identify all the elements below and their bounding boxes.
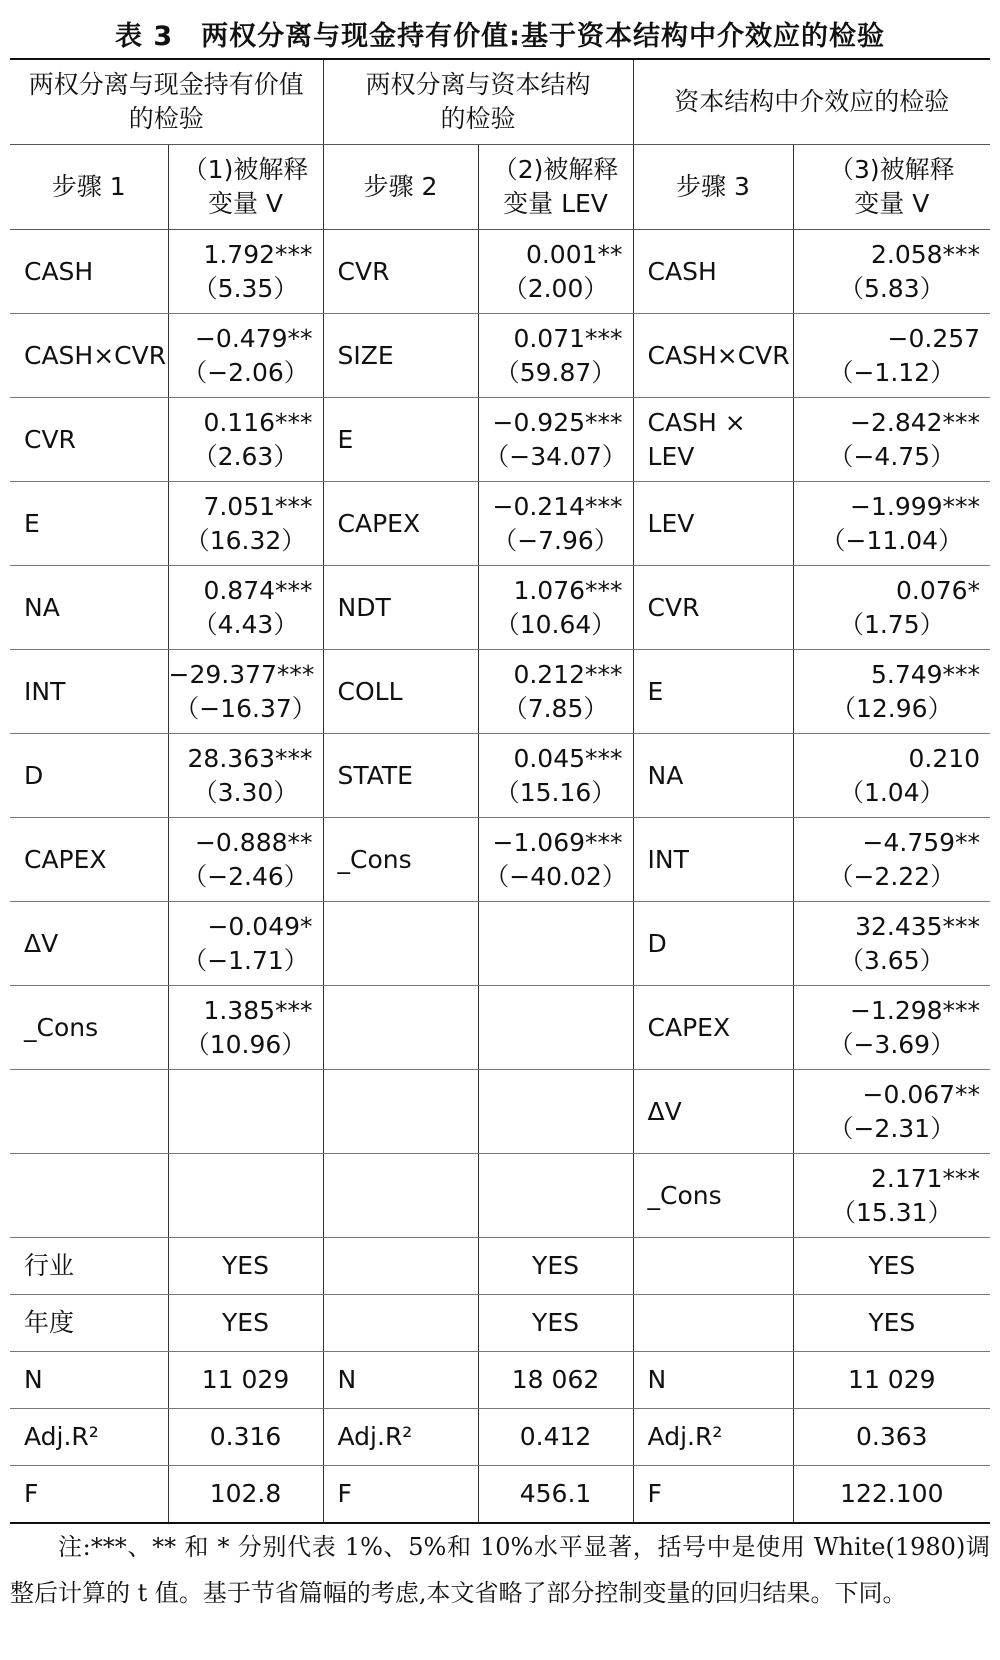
coefficient: 0.076* (895, 575, 981, 605)
summary-value: 456.1 (478, 1466, 633, 1524)
coefficient-cell (478, 902, 633, 986)
variable-label: CASH (633, 230, 793, 314)
coefficient: 0.116*** (203, 407, 313, 437)
variable-label: CAPEX (323, 482, 478, 566)
coefficient-cell (793, 818, 990, 902)
coefficient: −0.257 (887, 323, 981, 353)
coefficient-cell (478, 650, 633, 734)
variable-label: CASH×CVR (633, 314, 793, 398)
variable-label: ΔV (10, 902, 168, 986)
t-value: （5.83） (838, 273, 945, 303)
t-value: （2.00） (502, 273, 609, 303)
summary-row (10, 1352, 990, 1409)
variable-label (323, 986, 478, 1070)
coefficient-cell (478, 314, 633, 398)
summary-label: Adj.R² (10, 1409, 168, 1466)
coefficient: −0.067** (862, 1079, 981, 1109)
coefficient: 28.363*** (187, 743, 313, 773)
variable-label: SIZE (323, 314, 478, 398)
coefficient-cell (478, 818, 633, 902)
coefficient-cell (478, 1154, 633, 1238)
coefficient-cell (478, 986, 633, 1070)
table-row (10, 566, 990, 650)
t-value: （−2.22） (828, 861, 956, 891)
variable-label: INT (633, 818, 793, 902)
step-header-row (10, 145, 990, 230)
t-value: （5.35） (192, 273, 299, 303)
group-header-3: 资本结构中介效应的检验 (633, 59, 990, 145)
variable-label: _Cons (10, 986, 168, 1070)
summary-value: YES (793, 1295, 990, 1352)
table-row (10, 650, 990, 734)
coefficient-cell (168, 902, 323, 986)
coefficient: 7.051*** (203, 491, 313, 521)
t-value: （−7.96） (492, 525, 619, 555)
coefficient: −0.214*** (492, 491, 623, 521)
regression-table (10, 58, 990, 1524)
variable-label: NA (633, 734, 793, 818)
coefficient-cell (478, 482, 633, 566)
group-header-1: 两权分离与现金持有价值 的检验 (10, 59, 323, 145)
table-title: 表 3 两权分离与现金持有价值:基于资本结构中介效应的检验 (115, 21, 885, 52)
coefficient: 0.045*** (513, 743, 623, 773)
summary-row (10, 1295, 990, 1352)
variable-label: CVR (10, 398, 168, 482)
coefficient: 2.058*** (870, 239, 981, 269)
variable-label: _Cons (633, 1154, 793, 1238)
summary-value: YES (478, 1295, 633, 1352)
coefficient: 5.749*** (870, 659, 981, 689)
variable-label: E (633, 650, 793, 734)
coefficient-cell (168, 1070, 323, 1154)
variable-label: CAPEX (10, 818, 168, 902)
t-value: （3.65） (838, 945, 945, 975)
t-value: （1.04） (838, 777, 945, 807)
t-value: （−4.75） (828, 441, 956, 471)
t-value: （15.31） (831, 1197, 953, 1227)
summary-row (10, 1238, 990, 1295)
coefficient: −0.049* (207, 911, 313, 941)
coefficient-cell (793, 986, 990, 1070)
variable-label: NDT (323, 566, 478, 650)
variable-label: D (633, 902, 793, 986)
variable-label: CVR (323, 230, 478, 314)
table-row (10, 230, 990, 314)
table-row (10, 398, 990, 482)
coefficient-cell (168, 314, 323, 398)
coefficient-cell (478, 398, 633, 482)
t-value: （−2.31） (828, 1113, 956, 1143)
coefficient-cell (168, 818, 323, 902)
coefficient-cell (793, 314, 990, 398)
coefficient-cell (793, 398, 990, 482)
table-row (10, 734, 990, 818)
table-row (10, 314, 990, 398)
table-row (10, 986, 990, 1070)
coefficient-cell (793, 650, 990, 734)
coefficient-cell (168, 1154, 323, 1238)
table-row (10, 482, 990, 566)
t-value: （−34.07） (484, 441, 627, 471)
coefficient: 0.071*** (513, 323, 623, 353)
summary-label: N (10, 1352, 168, 1409)
t-value: （−16.37） (174, 693, 317, 723)
table-note: 注:***、** 和 * 分别代表 1%、5%和 10%水平显著，括号中是使用 White(1980)调整后计算的 t 值。基于节省篇幅的考虑,本文省略了部分控制变量的回归结果。下同。 (10, 1533, 990, 1607)
summary-value: YES (793, 1238, 990, 1295)
summary-value: 0.363 (793, 1409, 990, 1466)
summary-value: 11 029 (168, 1352, 323, 1409)
table-row (10, 1070, 990, 1154)
coefficient: 32.435*** (855, 911, 981, 941)
t-value: （12.96） (831, 693, 953, 723)
summary-label: F (633, 1466, 793, 1524)
variable-label (323, 1070, 478, 1154)
coefficient: −0.925*** (492, 407, 623, 437)
coefficient: −1.298*** (850, 995, 981, 1025)
summary-value: 0.316 (168, 1409, 323, 1466)
summary-label: F (10, 1466, 168, 1524)
summary-label: N (323, 1352, 478, 1409)
t-value: （15.16） (494, 777, 617, 807)
step-label-1: 步骤 1 (10, 145, 168, 230)
t-value: （−3.69） (828, 1029, 956, 1059)
t-value: （−11.04） (820, 525, 964, 555)
coefficient-cell (168, 566, 323, 650)
t-value: （−1.71） (182, 945, 309, 975)
coefficient: −1.069*** (492, 827, 623, 857)
summary-value: 11 029 (793, 1352, 990, 1409)
t-value: （−2.46） (182, 861, 309, 891)
coefficient-cell (478, 1070, 633, 1154)
coefficient-cell (793, 902, 990, 986)
coefficient-cell (793, 734, 990, 818)
coefficient: 1.792*** (203, 239, 313, 269)
variable-label: ΔV (633, 1070, 793, 1154)
summary-value: YES (478, 1238, 633, 1295)
t-value: （−40.02） (484, 861, 627, 891)
coefficient: −29.377*** (168, 659, 315, 689)
variable-label (10, 1154, 168, 1238)
coefficient: −0.888** (194, 827, 313, 857)
variable-label: E (323, 398, 478, 482)
coefficient-cell (793, 1070, 990, 1154)
coefficient-cell (478, 566, 633, 650)
t-value: （16.32） (184, 525, 307, 555)
coefficient-cell (168, 734, 323, 818)
dependent-var-3: （3)被解释 变量 V (793, 145, 990, 230)
variable-label: CASH (10, 230, 168, 314)
variable-label: D (10, 734, 168, 818)
variable-label: STATE (323, 734, 478, 818)
summary-label (633, 1238, 793, 1295)
coefficient: 1.076*** (513, 575, 623, 605)
coefficient-cell (168, 230, 323, 314)
coefficient-cell (793, 230, 990, 314)
coefficient-cell (168, 398, 323, 482)
t-value: （−2.06） (182, 357, 309, 387)
coefficient: 0.212*** (513, 659, 623, 689)
summary-label: 行业 (10, 1238, 168, 1295)
group-header-row (10, 59, 990, 145)
summary-label: F (323, 1466, 478, 1524)
summary-label: 年度 (10, 1295, 168, 1352)
summary-label: N (633, 1352, 793, 1409)
coefficient-cell (168, 482, 323, 566)
summary-value: 122.100 (793, 1466, 990, 1524)
variable-label: CASH×CVR (10, 314, 168, 398)
variable-label: NA (10, 566, 168, 650)
t-value: （10.96） (184, 1029, 307, 1059)
summary-row (10, 1409, 990, 1466)
variable-label: INT (10, 650, 168, 734)
step-label-3: 步骤 3 (633, 145, 793, 230)
coefficient-cell (793, 1154, 990, 1238)
t-value: （1.75） (838, 609, 945, 639)
coefficient-cell (793, 482, 990, 566)
step-label-2: 步骤 2 (323, 145, 478, 230)
t-value: （4.43） (192, 609, 299, 639)
variable-label: CASH × LEV (633, 398, 793, 482)
group-header-2: 两权分离与资本结构 的检验 (323, 59, 633, 145)
coefficient-cell (793, 566, 990, 650)
summary-label (323, 1238, 478, 1295)
variable-label: CVR (633, 566, 793, 650)
t-value: （−1.12） (828, 357, 956, 387)
variable-label: LEV (633, 482, 793, 566)
summary-value: YES (168, 1295, 323, 1352)
summary-label (633, 1295, 793, 1352)
coefficient: −1.999*** (850, 491, 981, 521)
summary-value: 0.412 (478, 1409, 633, 1466)
t-value: （3.30） (192, 777, 299, 807)
coefficient-cell (168, 986, 323, 1070)
coefficient: 0.001** (525, 239, 623, 269)
variable-label (323, 1154, 478, 1238)
t-value: （10.64） (494, 609, 617, 639)
coefficient: 0.874*** (203, 575, 313, 605)
variable-label: E (10, 482, 168, 566)
variable-label (10, 1070, 168, 1154)
summary-value: 102.8 (168, 1466, 323, 1524)
coefficient: 1.385*** (203, 995, 313, 1025)
dependent-var-1: （1)被解释 变量 V (168, 145, 323, 230)
coefficient: −0.479** (194, 323, 313, 353)
summary-value: 18 062 (478, 1352, 633, 1409)
coefficient-cell (478, 230, 633, 314)
t-value: （59.87） (494, 357, 617, 387)
variable-label (323, 902, 478, 986)
coefficient-cell (478, 734, 633, 818)
table-row (10, 1154, 990, 1238)
dependent-var-2: （2)被解释 变量 LEV (478, 145, 633, 230)
coefficient: −2.842*** (850, 407, 981, 437)
coefficient: 0.210 (908, 743, 981, 773)
summary-label: Adj.R² (323, 1409, 478, 1466)
summary-label: Adj.R² (633, 1409, 793, 1466)
summary-value: YES (168, 1238, 323, 1295)
table-row (10, 818, 990, 902)
variable-label: CAPEX (633, 986, 793, 1070)
variable-label: COLL (323, 650, 478, 734)
coefficient: −4.759** (862, 827, 981, 857)
summary-label (323, 1295, 478, 1352)
variable-label: _Cons (323, 818, 478, 902)
summary-row (10, 1466, 990, 1524)
coefficient: 2.171*** (870, 1163, 981, 1193)
coefficient-cell (168, 650, 323, 734)
table-row (10, 902, 990, 986)
t-value: （7.85） (502, 693, 609, 723)
t-value: （2.63） (192, 441, 299, 471)
